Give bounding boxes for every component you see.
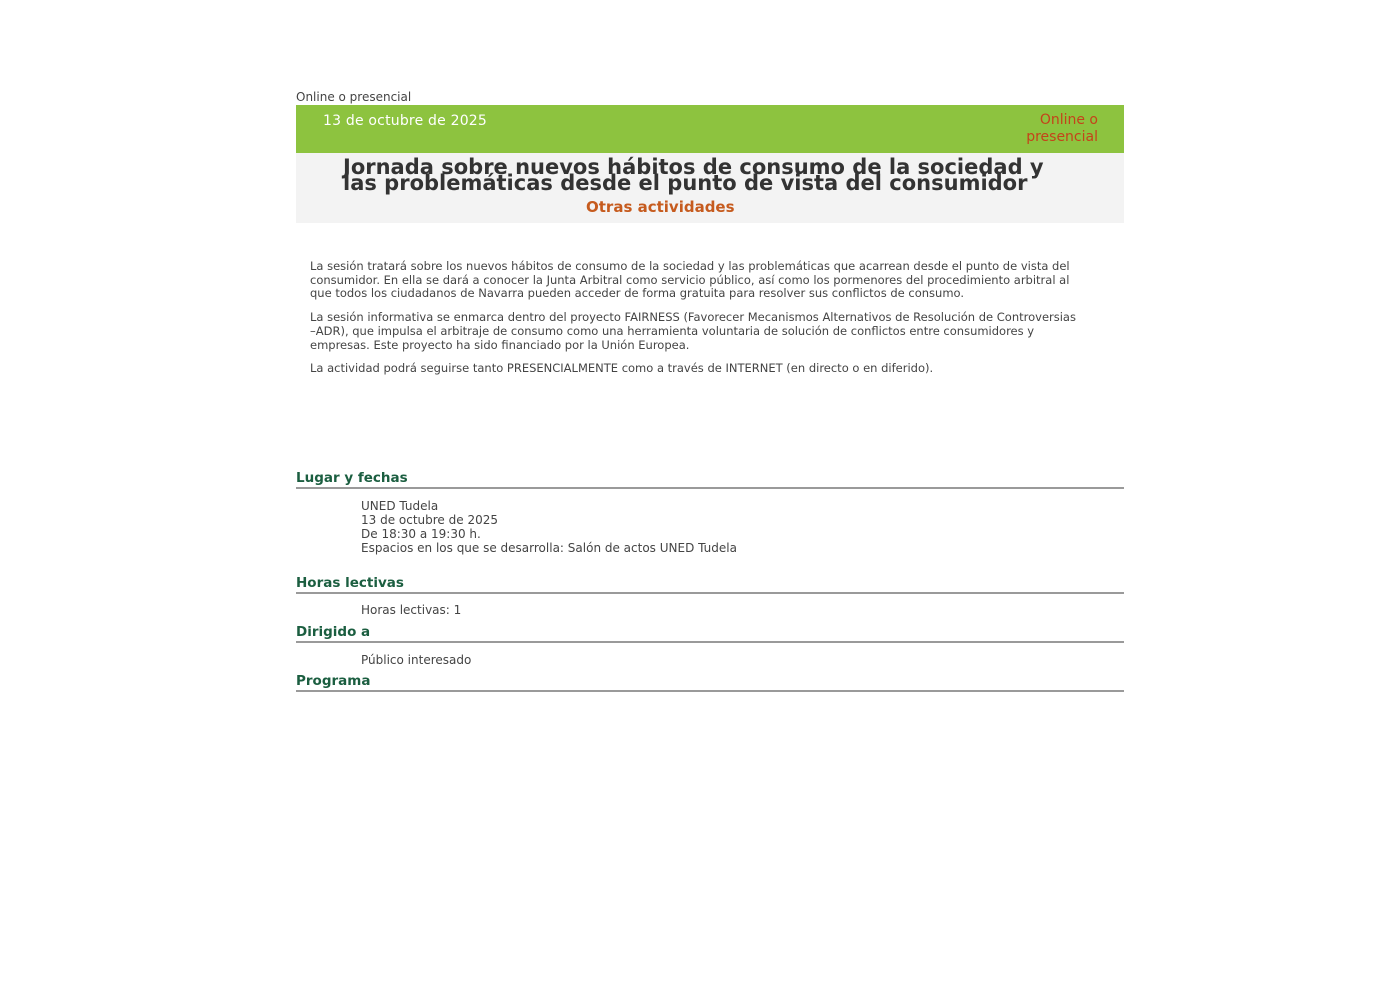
spaces-line <box>361 541 737 555</box>
description-paragraph-1: La sesión tratará sobre los nuevos hábitos de consumo de la sociedad y las problemáticas que acarrean desde el punto de vista del consumidor. En ella se dará a conocer la Junta Arbitral como servicio público, así como los pormenores del procedimiento arbitral al que todos los ciudadanos de Navarra pueden acceder de forma gratuita para resolver sus conflictos de consumo. <box>310 259 1070 301</box>
modality-label: Online o presencial <box>296 90 412 104</box>
description-paragraph-2: La sesión informativa se enmarca dentro del proyecto FAIRNESS (Favorecer Mecanismos Alternativos de Resolución de Controversias –ADR), que impulsa el arbitraje de consumo como una herramienta voluntaria de solución de conflictos entre consumidores y empresas. Este proyecto ha sido financiado por la Unión Europea. <box>310 310 1076 352</box>
section-heading-dirigido: Dirigido a <box>296 624 1124 643</box>
section-body-lugar <box>361 499 737 555</box>
event-date: 13 de octubre de 2025 <box>323 113 488 129</box>
title-box <box>296 153 1124 223</box>
place-text: UNED Tudela <box>361 499 439 513</box>
spaces-value: Salón de actos UNED Tudela <box>567 541 737 555</box>
event-category: Otras actividades <box>586 198 735 216</box>
hours-text: Horas lectivas: 1 <box>361 603 462 617</box>
section-heading-lugar: Lugar y fechas <box>296 470 1124 489</box>
section-heading-programa: Programa <box>296 673 1124 692</box>
event-banner <box>296 105 1124 153</box>
section-heading-horas: Horas lectivas <box>296 575 1124 594</box>
section-body-horas <box>361 603 461 617</box>
description-paragraph-3: La actividad podrá seguirse tanto PRESENCIALMENTE como a través de INTERNET (en directo o en diferido). <box>310 361 934 376</box>
event-title: Jornada sobre nuevos hábitos de consumo de la sociedad y las problemáticas desde el punto de vista del consumidor <box>343 155 1044 195</box>
event-modality: Online o presencial <box>1026 112 1098 145</box>
event-description <box>310 260 1080 386</box>
spaces-label: Espacios en los que se desarrolla: <box>361 541 564 555</box>
date-text: 13 de octubre de 2025 <box>361 513 498 527</box>
time-text: De 18:30 a 19:30 h. <box>361 527 481 541</box>
section-body-dirigido <box>361 653 471 667</box>
audience-text: Público interesado <box>361 653 472 667</box>
